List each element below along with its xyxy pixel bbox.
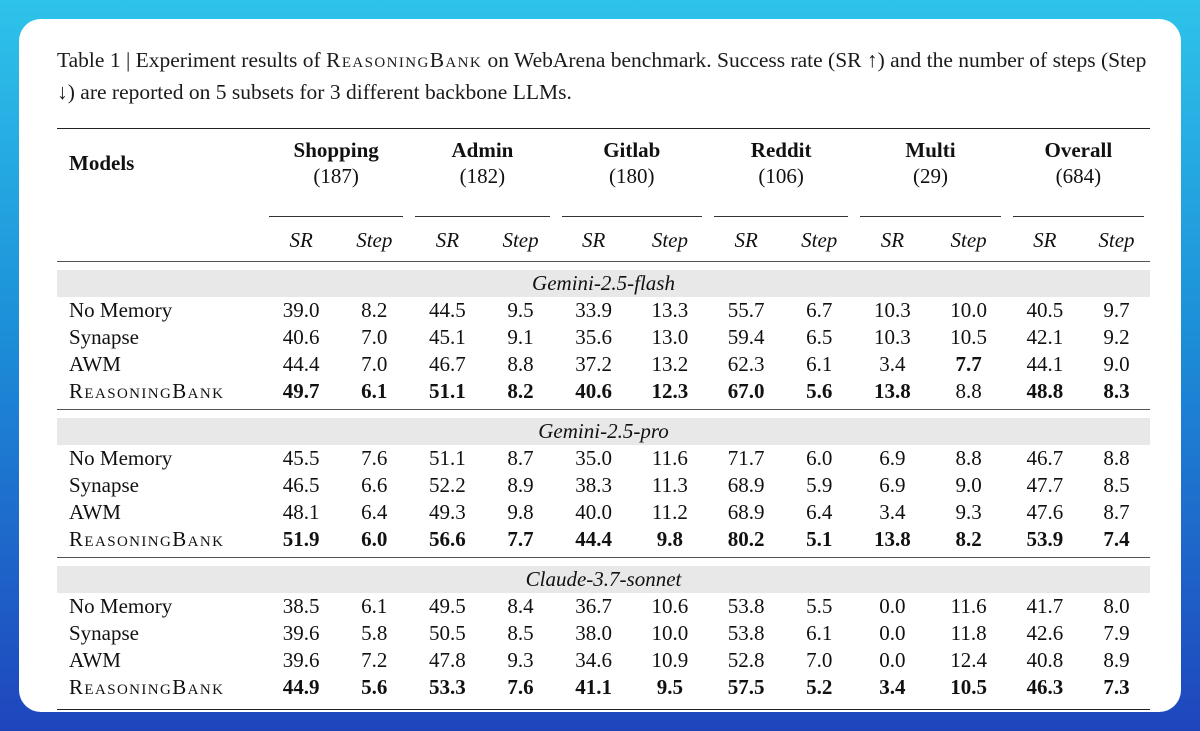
step-value: 9.5	[507, 298, 534, 322]
subset-count: (684)	[1055, 164, 1102, 188]
model-name: AWM	[69, 352, 121, 376]
step-value: 10.0	[950, 298, 987, 322]
sr-value: 41.7	[1026, 594, 1064, 618]
backbone-section-row	[57, 566, 1150, 593]
sr-column-header: SR	[880, 227, 905, 252]
model-name: Synapse	[69, 325, 139, 349]
model-name: No Memory	[69, 594, 173, 618]
sr-value: 47.8	[429, 648, 466, 672]
sr-value: 40.6	[282, 325, 320, 349]
step-value: 10.9	[651, 648, 689, 672]
step-value: 7.7	[955, 352, 982, 376]
step-value: 8.5	[1103, 473, 1130, 497]
model-name: AWM	[69, 500, 121, 524]
step-value: 8.2	[955, 527, 982, 551]
subheader-spacer	[57, 219, 263, 262]
subset-count: (106)	[758, 164, 804, 188]
step-value: 7.6	[361, 446, 388, 470]
sr-column-header: SR	[289, 227, 313, 252]
step-column-header: Step	[502, 227, 539, 252]
backbone-section-row	[57, 270, 1150, 297]
step-value: 7.6	[507, 675, 534, 699]
step-value: 12.3	[651, 379, 689, 403]
sr-value: 40.6	[575, 379, 613, 403]
step-value: 8.8	[1103, 446, 1130, 470]
step-value: 7.3	[1103, 675, 1130, 699]
sr-value: 6.9	[879, 446, 906, 470]
step-value: 6.4	[806, 500, 833, 524]
step-value: 9.8	[507, 500, 534, 524]
step-value: 8.8	[507, 352, 534, 376]
step-value: 11.8	[950, 621, 987, 645]
step-value: 8.2	[361, 298, 388, 322]
step-value: 8.9	[507, 473, 534, 497]
sr-value: 51.9	[282, 527, 320, 551]
step-value: 8.0	[1103, 594, 1130, 618]
sr-value: 13.8	[874, 527, 911, 551]
sr-value: 0.0	[879, 594, 906, 618]
step-value: 5.8	[361, 621, 388, 645]
sr-value: 10.3	[874, 325, 911, 349]
step-value: 11.6	[950, 594, 987, 618]
sr-value: 38.3	[575, 473, 613, 497]
results-table	[57, 128, 1150, 710]
sr-value: 39.6	[282, 621, 320, 645]
sr-value: 53.8	[727, 594, 765, 618]
table-row	[57, 499, 1150, 526]
step-value: 8.8	[955, 379, 982, 403]
sr-value: 34.6	[575, 648, 613, 672]
group-spacer	[57, 558, 1150, 567]
step-value: 6.5	[806, 325, 833, 349]
sr-value: 39.0	[282, 298, 320, 322]
step-value: 8.9	[1103, 648, 1130, 672]
sr-value: 13.8	[874, 379, 911, 403]
sr-value: 53.8	[727, 621, 765, 645]
sr-value: 57.5	[727, 675, 765, 699]
subset-header-multi	[854, 129, 1006, 220]
step-value: 10.6	[651, 594, 689, 618]
step-value: 6.7	[806, 298, 833, 322]
step-value: 5.6	[361, 675, 388, 699]
sr-value: 49.3	[429, 500, 466, 524]
step-value: 9.3	[955, 500, 982, 524]
step-value: 8.8	[955, 446, 982, 470]
model-name: AWM	[69, 648, 121, 672]
subset-header-reddit	[708, 129, 854, 220]
sr-value: 50.5	[429, 621, 466, 645]
step-value: 9.0	[955, 473, 982, 497]
step-column-header: Step	[651, 227, 688, 252]
step-column-header: Step	[356, 227, 393, 252]
backbone-label: Gemini-2.5-pro	[57, 418, 1150, 445]
spacer-cell	[57, 558, 1150, 567]
subset-name: Admin	[451, 138, 514, 162]
model-name: Synapse	[69, 621, 139, 645]
sr-value: 37.2	[575, 352, 613, 376]
subset-count: (187)	[313, 164, 359, 188]
step-value: 6.4	[361, 500, 388, 524]
sr-value: 71.7	[727, 446, 765, 470]
sr-value: 3.4	[879, 500, 906, 524]
sr-value: 51.1	[429, 446, 466, 470]
model-name: ReasoningBank	[69, 527, 225, 551]
table-row	[57, 674, 1150, 701]
model-name: No Memory	[69, 446, 173, 470]
sr-value: 49.5	[429, 594, 466, 618]
step-column-header: Step	[1098, 227, 1135, 252]
subset-count: (182)	[459, 164, 506, 188]
step-value: 5.2	[806, 675, 833, 699]
subset-name: Multi	[905, 138, 956, 162]
step-value: 6.1	[806, 352, 833, 376]
step-value: 8.3	[1103, 379, 1130, 403]
step-value: 9.0	[1103, 352, 1130, 376]
caption-method-name: ReasoningBank	[326, 48, 483, 72]
subset-header-shopping	[263, 129, 409, 220]
table-row	[57, 647, 1150, 674]
caption-suffix: on WebArena benchmark. Success rate (SR ↑) and the number of steps (Step ↓) are reported on 5 subsets for 3 different backbone LLMs.	[57, 48, 1147, 104]
table-row	[57, 593, 1150, 620]
sr-value: 44.1	[1026, 352, 1064, 376]
caption-prefix: Table 1 | Experiment results of	[57, 48, 327, 72]
step-value: 7.2	[361, 648, 388, 672]
step-value: 10.5	[950, 325, 987, 349]
model-name: Synapse	[69, 473, 139, 497]
step-value: 7.7	[507, 527, 534, 551]
step-value: 10.0	[651, 621, 689, 645]
backbone-label: Claude-3.7-sonnet	[57, 566, 1150, 593]
step-value: 7.0	[361, 352, 388, 376]
sr-value: 10.3	[874, 298, 911, 322]
group-spacer	[57, 262, 1150, 271]
sr-value: 53.9	[1026, 527, 1064, 551]
sr-value: 47.7	[1026, 473, 1064, 497]
sr-value: 67.0	[727, 379, 765, 403]
step-value: 7.0	[806, 648, 833, 672]
step-column-header: Step	[801, 227, 838, 252]
sr-value: 3.4	[879, 352, 906, 376]
step-value: 11.2	[651, 500, 688, 524]
sr-value: 44.4	[282, 352, 320, 376]
step-value: 9.7	[1103, 298, 1130, 322]
sr-value: 36.7	[575, 594, 613, 618]
sr-value: 0.0	[879, 621, 906, 645]
sr-value: 35.6	[575, 325, 613, 349]
step-value: 6.1	[361, 379, 388, 403]
step-value: 8.2	[507, 379, 534, 403]
table-card	[19, 19, 1181, 712]
step-value: 6.0	[806, 446, 833, 470]
step-value: 12.4	[950, 648, 987, 672]
model-name: ReasoningBank	[69, 675, 225, 699]
sr-value: 52.8	[727, 648, 765, 672]
sr-value: 46.5	[282, 473, 320, 497]
step-column-header: Step	[950, 227, 987, 252]
table-row	[57, 472, 1150, 499]
sr-column-header: SR	[582, 227, 606, 252]
sr-value: 44.9	[282, 675, 320, 699]
subset-header-overall	[1007, 129, 1150, 220]
sr-value: 44.5	[429, 298, 466, 322]
step-value: 13.3	[651, 298, 689, 322]
sr-value: 41.1	[575, 675, 613, 699]
table-row	[57, 526, 1150, 553]
table-row	[57, 620, 1150, 647]
step-value: 9.2	[1103, 325, 1130, 349]
sr-value: 0.0	[879, 648, 906, 672]
spacer-cell	[57, 410, 1150, 419]
step-value: 8.4	[507, 594, 534, 618]
step-value: 11.3	[651, 473, 688, 497]
model-name: ReasoningBank	[69, 379, 225, 403]
step-value: 8.7	[1103, 500, 1130, 524]
sr-value: 46.7	[429, 352, 466, 376]
step-value: 7.4	[1103, 527, 1130, 551]
sr-column-header: SR	[734, 227, 758, 252]
sr-value: 42.6	[1026, 621, 1064, 645]
step-value: 9.8	[656, 527, 684, 551]
table-row	[57, 378, 1150, 405]
step-value: 6.1	[361, 594, 388, 618]
sr-value: 45.1	[429, 325, 466, 349]
subset-name: Shopping	[293, 138, 379, 162]
step-value: 13.2	[651, 352, 689, 376]
subheader-row	[57, 219, 1150, 262]
backbone-section-row	[57, 418, 1150, 445]
sr-value: 80.2	[727, 527, 765, 551]
sr-value: 39.6	[282, 648, 320, 672]
table-row	[57, 351, 1150, 378]
group-spacer	[57, 410, 1150, 419]
sr-value: 53.3	[429, 675, 466, 699]
sr-value: 40.5	[1026, 298, 1064, 322]
table-row	[57, 297, 1150, 324]
sr-value: 59.4	[727, 325, 765, 349]
sr-value: 55.7	[727, 298, 765, 322]
sr-value: 48.8	[1026, 379, 1064, 403]
step-value: 5.5	[806, 594, 833, 618]
backbone-label: Gemini-2.5-flash	[57, 270, 1150, 297]
table-row	[57, 445, 1150, 472]
step-value: 7.0	[361, 325, 388, 349]
step-value: 9.1	[507, 325, 534, 349]
model-name: No Memory	[69, 298, 173, 322]
table-caption	[57, 44, 1147, 108]
step-value: 8.7	[507, 446, 534, 470]
sr-value: 68.9	[727, 473, 765, 497]
table-body	[57, 262, 1150, 710]
subset-header-admin	[409, 129, 555, 220]
sr-value: 45.5	[282, 446, 320, 470]
sr-value: 42.1	[1026, 325, 1064, 349]
sr-value: 3.4	[879, 675, 906, 699]
step-value: 5.1	[806, 527, 833, 551]
sr-value: 33.9	[575, 298, 613, 322]
sr-value: 38.0	[575, 621, 613, 645]
sr-value: 62.3	[727, 352, 765, 376]
step-value: 6.1	[806, 621, 833, 645]
step-value: 11.6	[651, 446, 688, 470]
spacer-cell	[57, 262, 1150, 271]
sr-value: 68.9	[727, 500, 765, 524]
sr-column-header: SR	[435, 227, 460, 252]
sr-value: 49.7	[282, 379, 320, 403]
sr-value: 52.2	[429, 473, 466, 497]
step-value: 6.0	[361, 527, 388, 551]
group-spacer	[57, 701, 1150, 710]
sr-value: 35.0	[575, 446, 613, 470]
models-header: Models	[69, 151, 135, 175]
sr-value: 47.6	[1026, 500, 1064, 524]
sr-value: 44.4	[575, 527, 613, 551]
sr-value: 46.7	[1026, 446, 1064, 470]
sr-column-header: SR	[1033, 227, 1057, 252]
header-row	[57, 129, 1150, 220]
sr-value: 40.0	[575, 500, 613, 524]
step-value: 10.5	[950, 675, 987, 699]
sr-value: 48.1	[282, 500, 320, 524]
sr-value: 46.3	[1026, 675, 1064, 699]
step-value: 5.9	[806, 473, 833, 497]
step-value: 6.6	[361, 473, 388, 497]
step-value: 7.9	[1103, 621, 1130, 645]
step-value: 9.5	[656, 675, 684, 699]
subset-name: Reddit	[750, 138, 812, 162]
sr-value: 51.1	[429, 379, 466, 403]
subset-header-gitlab	[556, 129, 708, 220]
subset-count: (180)	[609, 164, 655, 188]
sr-value: 56.6	[429, 527, 466, 551]
subset-count: (29)	[912, 164, 948, 188]
sr-value: 38.5	[282, 594, 320, 618]
subset-name: Gitlab	[603, 138, 661, 162]
step-value: 5.6	[806, 379, 833, 403]
step-value: 13.0	[651, 325, 689, 349]
step-value: 8.5	[507, 621, 534, 645]
subset-name: Overall	[1044, 138, 1113, 162]
step-value: 9.3	[507, 648, 534, 672]
spacer-cell	[57, 701, 1150, 710]
sr-value: 6.9	[879, 473, 906, 497]
table-row	[57, 324, 1150, 351]
sr-value: 40.8	[1026, 648, 1064, 672]
